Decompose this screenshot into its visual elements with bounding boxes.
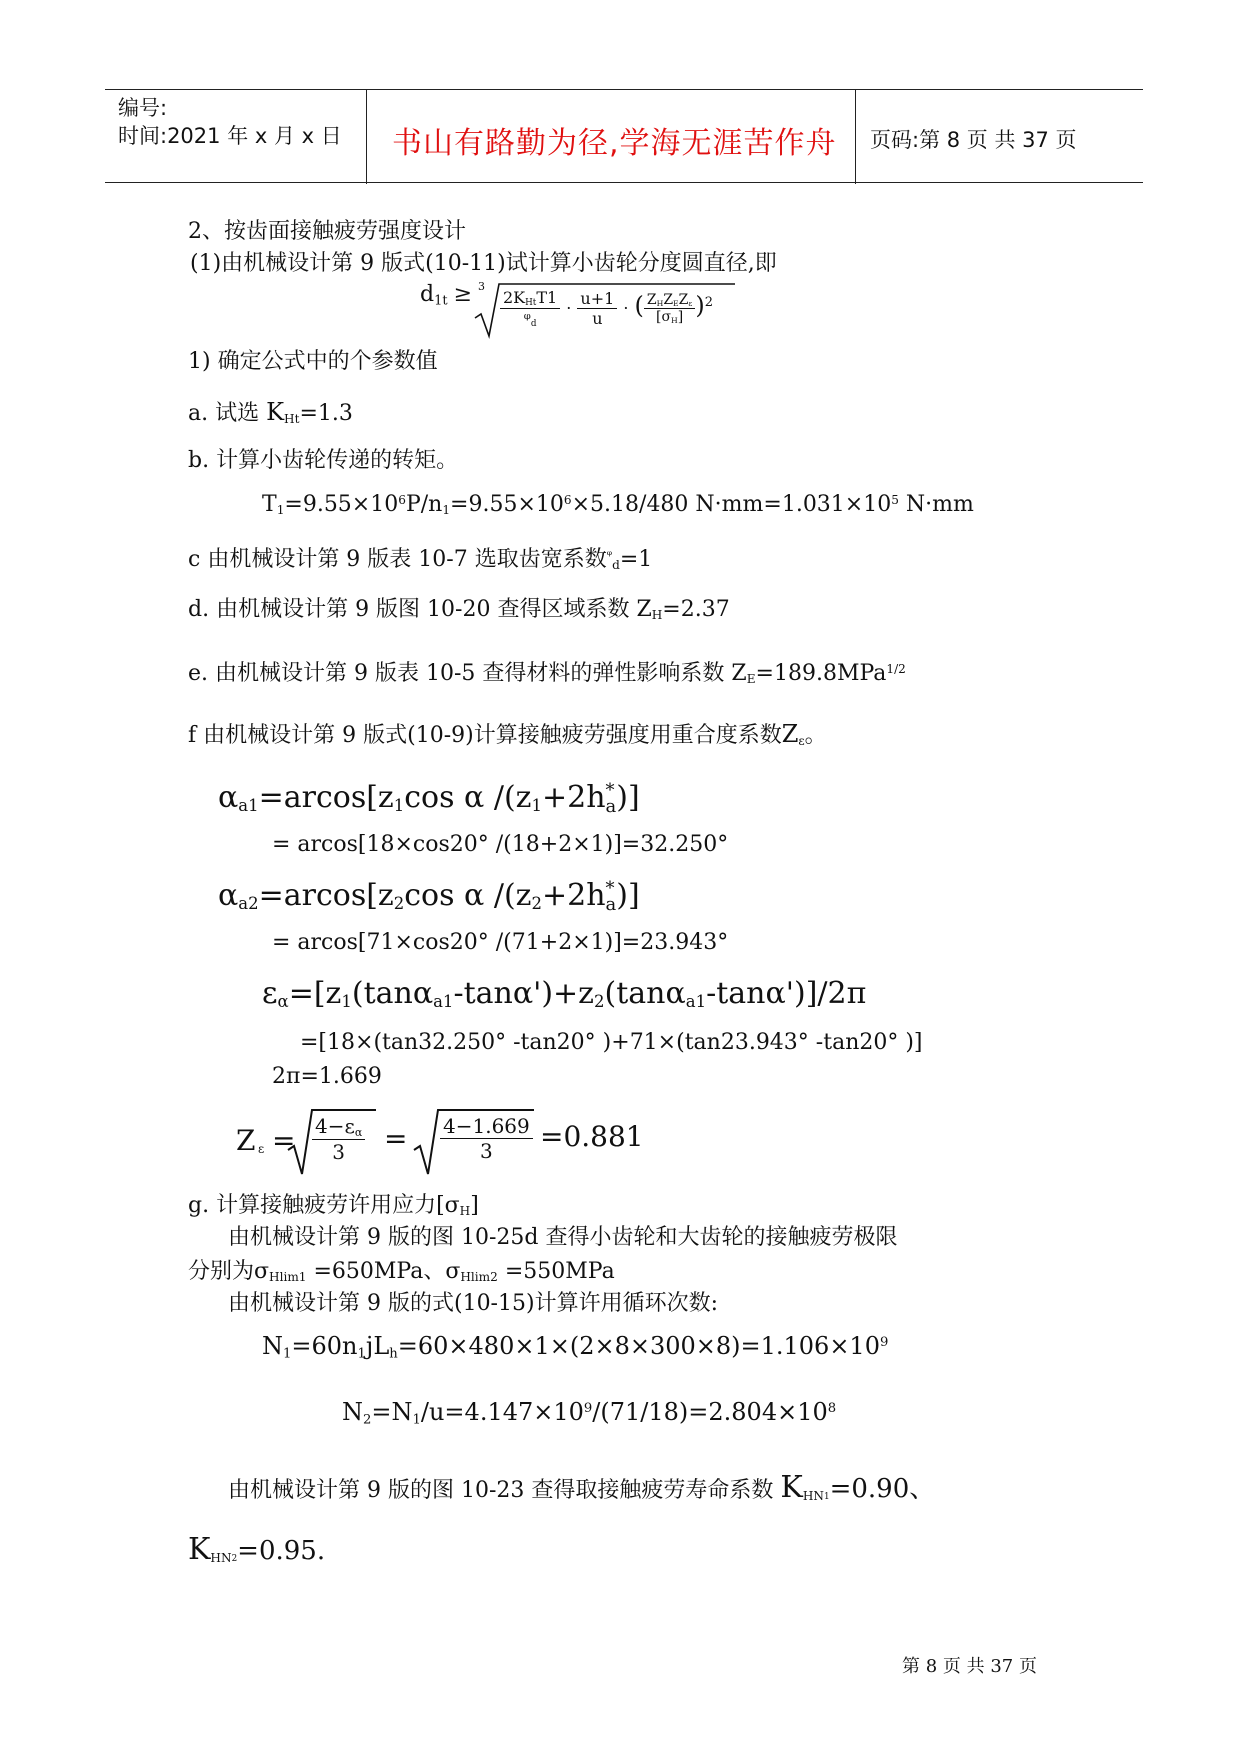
header-page-label: 页码:第 8 页 共 37 页 — [870, 128, 1077, 152]
fraction-zfactors: $\frac{Z_HZ_EZ_\varepsilon}{[\sigma_H]}$ — [644, 292, 696, 325]
header-top-border — [105, 89, 1143, 90]
line-c: c 由机械设计第 9 版表 10-7 选取齿宽系数$^ᵠ_d$=1 — [188, 547, 653, 573]
sub-step-1: 1) 确定公式中的个参数值 — [188, 349, 438, 374]
z-epsilon-fraction-1: $\frac{4-\varepsilon_\alpha}{3}$ — [312, 1114, 365, 1164]
alpha-a1-formula: $\alpha_{a1}=arcos[z_1\cos$ α $/(z_1+2h$ * a )] — [218, 779, 640, 817]
line-torque: $T_1=9.55\times 10^6P/n_1=9.55\times 10^6\times 5.18/480$ $N\cdot mm=1.031\times 10^5$ N·mm — [262, 492, 974, 518]
epsilon-alpha-result-2: 2π=1.669 — [272, 1064, 382, 1089]
formula-d1t: $d_{1t}$ ≥ — [420, 282, 473, 309]
line-f: f 由机械设计第 9 版式(10-9)计算接触疲劳强度用重合度系数$Z_\varepsilon$。 — [188, 720, 827, 749]
z-epsilon-result: =0.881 — [540, 1120, 644, 1153]
section-title: 2、按齿面接触疲劳强度设计 — [188, 219, 466, 244]
formula-d1t-radicand: $\frac{2K_{Ht}T1}{ᵠ_d}$ · $\frac{u+1}{u}$ · ( $\frac{Z_HZ_EZ_\varepsilon}{[\sigma_H]}$ )$^2$ — [500, 288, 713, 329]
line-e: e. 由机械设计第 9 版表 10-5 查得材料的弹性影响系数 $Z_E=189.8MPa^{1/2}$ — [188, 661, 906, 687]
epsilon-alpha-result-1: =[18×(tan32.250° -tan20° )+71×(tan23.943° -tan20° )] — [300, 1030, 923, 1055]
footer-page-number: 第 8 页 共 37 页 — [902, 1656, 1037, 1677]
epsilon-alpha-formula: $\varepsilon_\alpha=[z_1(\tan\alpha_{a1}-\tan\alpha')+z_2(\tan\alpha_{a1}-\tan\alpha')]/2\pi$ — [262, 976, 867, 1012]
header-bottom-border — [105, 182, 1143, 183]
line-g: g. 计算接触疲劳许用应力$[\sigma_H]$ — [188, 1193, 479, 1219]
header-time-label: 时间:2021 年 x 月 x 日 — [118, 124, 342, 148]
header-number-label: 编号: — [118, 96, 168, 120]
root-index: 3 — [478, 280, 485, 293]
alpha-a2-result: = arcos[71×cos20° /(71+2×1)]=23.943° — [272, 930, 729, 955]
z-epsilon-fraction-2: $\frac{4-1.669}{3}$ — [440, 1114, 533, 1163]
line-g-text-2: 分别为$\sigma_{Hlim1} =650MPa$、$\sigma_{Hlim2} =550MPa$ — [188, 1259, 615, 1285]
header-divider-right — [855, 90, 856, 184]
fraction-ratio: $\frac{u+1}{u}$ — [577, 289, 617, 328]
step-1-text: (1)由机械设计第 9 版式(10-11)试计算小齿轮分度圆直径,即 — [190, 251, 777, 276]
line-a: a. 试选 $K_{Ht}=1.3$ — [188, 398, 353, 427]
z-epsilon-eq2: = — [384, 1122, 408, 1155]
n2-formula: $N_2=N_1/u=4.147\times 10^9/(71/18)=2.804\times 10^8$ — [342, 1398, 837, 1428]
n1-formula: $N_1=60n_1jL_h=60\times 480\times 1\times(2\times 8\times 300\times 8)=1.106\times 10^9$ — [262, 1332, 889, 1362]
line-khn-1: 由机械设计第 9 版的图 10-23 查得取接触疲劳寿命系数 $K_{HN1}=0.90$、 — [228, 1470, 936, 1505]
alpha-a2-formula: $\alpha_{a2}=arcos[z_2\cos$ α $/(z_2+2h$ * a )] — [218, 877, 640, 915]
fraction-torque: $\frac{2K_{Ht}T1}{ᵠ_d}$ — [500, 288, 560, 329]
line-g-text-1: 由机械设计第 9 版的图 10-25d 查得小齿轮和大齿轮的接触疲劳极限 — [228, 1225, 898, 1250]
alpha-a1-result: = arcos[18×cos20° /(18+2×1)]=32.250° — [272, 832, 729, 857]
header-divider-left — [366, 90, 367, 184]
header-motto: 书山有路勤为径,学海无涯苦作舟 — [392, 126, 837, 161]
line-khn-2: $K_{HN2}=0.95$. — [188, 1532, 326, 1567]
line-d: d. 由机械设计第 9 版图 10-20 查得区域系数 $Z_H=2.37$ — [188, 597, 730, 623]
line-b: b. 计算小齿轮传递的转矩。 — [188, 448, 459, 473]
line-g-text-3: 由机械设计第 9 版的式(10-15)计算许用循环次数: — [228, 1291, 718, 1316]
